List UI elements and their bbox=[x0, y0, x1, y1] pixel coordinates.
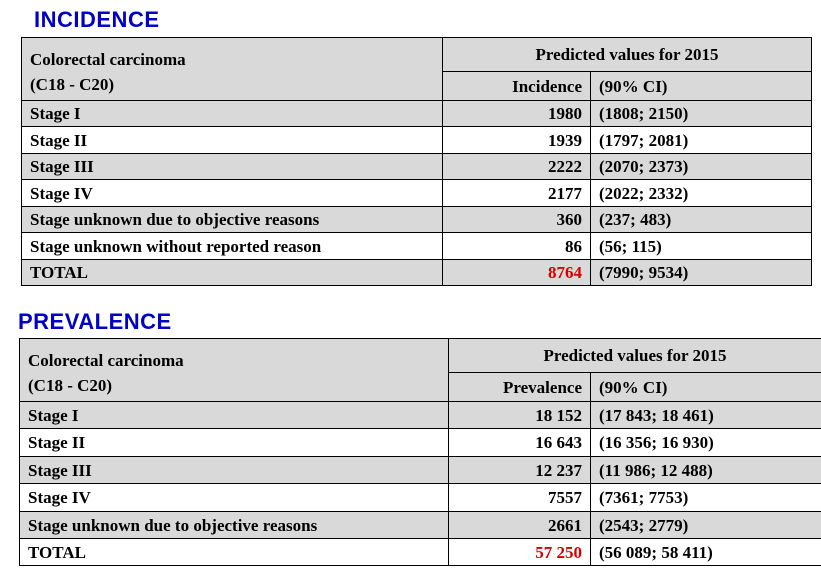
total-row bbox=[22, 260, 812, 286]
row-value: 18 152 bbox=[449, 402, 591, 429]
row-ci: (1808; 2150) bbox=[591, 101, 812, 127]
row-value: 1939 bbox=[443, 127, 591, 154]
incidence-header-value: Incidence bbox=[443, 72, 591, 101]
table-row bbox=[20, 402, 821, 429]
incidence-header-group: Predicted values for 2015 bbox=[443, 38, 812, 72]
row-ci: (16 356; 16 930) bbox=[591, 429, 821, 457]
prevalence-header-label bbox=[20, 339, 449, 402]
incidence-header-label bbox=[22, 38, 443, 101]
row-label: Stage I bbox=[22, 101, 443, 127]
row-ci: (56; 115) bbox=[591, 233, 812, 260]
incidence-header-ci: (90% CI) bbox=[591, 72, 812, 101]
row-value: 2661 bbox=[449, 512, 591, 539]
prevalence-title: PREVALENCE bbox=[18, 309, 172, 334]
row-label: Stage IV bbox=[22, 180, 443, 207]
table-row bbox=[22, 101, 812, 127]
table-row bbox=[20, 512, 821, 539]
row-value: 2177 bbox=[443, 180, 591, 207]
prevalence-table bbox=[19, 338, 821, 566]
table-row bbox=[20, 429, 821, 457]
table-row bbox=[22, 233, 812, 260]
incidence-table bbox=[21, 37, 812, 286]
prevalence-header-group: Predicted values for 2015 bbox=[449, 339, 821, 373]
row-value: 86 bbox=[443, 233, 591, 260]
table-row bbox=[22, 207, 812, 233]
row-ci: (17 843; 18 461) bbox=[591, 402, 821, 429]
prevalence-header-ci: (90% CI) bbox=[591, 373, 821, 402]
incidence-header-row bbox=[22, 38, 812, 72]
row-label: Stage unknown due to objective reasons bbox=[20, 512, 449, 539]
table-row bbox=[20, 484, 821, 512]
row-label: Stage IV bbox=[20, 484, 449, 512]
total-ci: (7990; 9534) bbox=[591, 260, 812, 286]
row-value: 12 237 bbox=[449, 457, 591, 484]
row-label: Stage unknown due to objective reasons bbox=[22, 207, 443, 233]
prevalence-header-row bbox=[20, 339, 821, 373]
table-row bbox=[22, 127, 812, 154]
row-label: Stage unknown without reported reason bbox=[22, 233, 443, 260]
incidence-header-label-line1: Colorectal carcinoma bbox=[30, 50, 186, 69]
incidence-title: INCIDENCE bbox=[34, 7, 160, 32]
row-ci: (1797; 2081) bbox=[591, 127, 812, 154]
row-value: 16 643 bbox=[449, 429, 591, 457]
row-label: Stage II bbox=[22, 127, 443, 154]
total-label: TOTAL bbox=[22, 260, 443, 286]
row-ci: (2022; 2332) bbox=[591, 180, 812, 207]
prevalence-header-value: Prevalence bbox=[449, 373, 591, 402]
row-ci: (237; 483) bbox=[591, 207, 812, 233]
total-value: 8764 bbox=[443, 260, 591, 286]
row-label: Stage III bbox=[20, 457, 449, 484]
incidence-header-label-line2: (C18 - C20) bbox=[30, 74, 115, 94]
row-value: 2222 bbox=[443, 154, 591, 180]
total-label: TOTAL bbox=[20, 539, 449, 566]
row-value: 1980 bbox=[443, 101, 591, 127]
prevalence-header-label-line2: (C18 - C20) bbox=[28, 375, 113, 395]
row-ci: (2070; 2373) bbox=[591, 154, 812, 180]
row-ci: (2543; 2779) bbox=[591, 512, 821, 539]
prevalence-header-label-line1: Colorectal carcinoma bbox=[28, 351, 184, 370]
total-ci: (56 089; 58 411) bbox=[591, 539, 821, 566]
row-value: 7557 bbox=[449, 484, 591, 512]
row-ci: (11 986; 12 488) bbox=[591, 457, 821, 484]
table-row bbox=[20, 457, 821, 484]
row-label: Stage I bbox=[20, 402, 449, 429]
row-label: Stage II bbox=[20, 429, 449, 457]
row-ci: (7361; 7753) bbox=[591, 484, 821, 512]
total-value: 57 250 bbox=[449, 539, 591, 566]
row-value: 360 bbox=[443, 207, 591, 233]
total-row bbox=[20, 539, 821, 566]
row-label: Stage III bbox=[22, 154, 443, 180]
table-row bbox=[22, 154, 812, 180]
table-row bbox=[22, 180, 812, 207]
